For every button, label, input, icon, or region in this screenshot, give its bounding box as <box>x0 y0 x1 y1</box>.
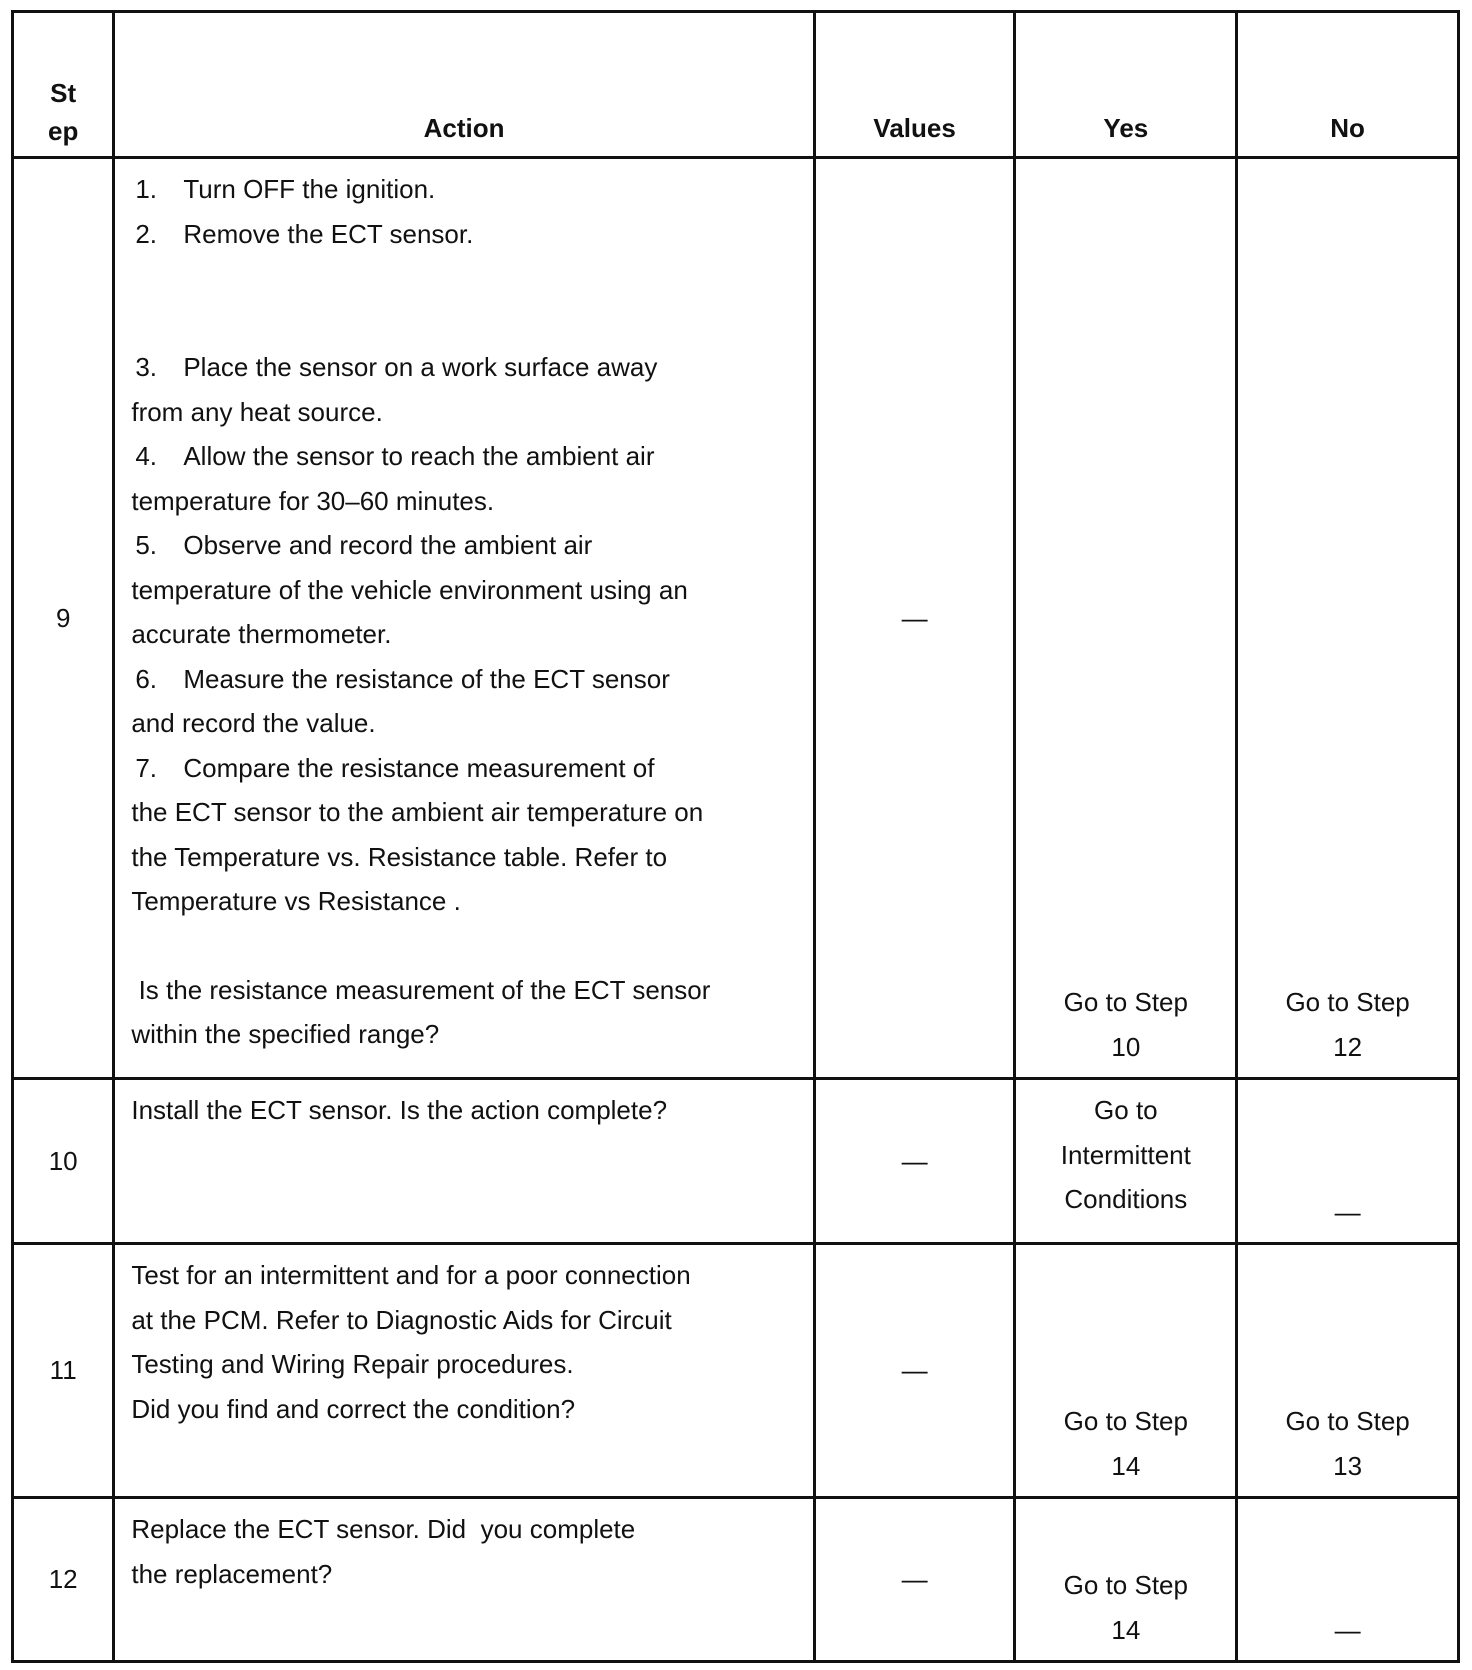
values-dash: — <box>901 1355 928 1386</box>
no-goto-step: 12 <box>1333 1031 1363 1062</box>
action-line-4: Did you find and correct the condition? <box>131 1393 576 1424</box>
yes-goto-label: Go to Step <box>1063 1406 1188 1436</box>
table-row-step-9 <box>13 158 1459 1079</box>
action-item-1: 1. Turn OFF the ignition. <box>135 174 436 204</box>
no-cell <box>1237 1244 1459 1498</box>
action-item-3-cont: from any heat source. <box>131 396 383 427</box>
action-item-4-cont: temperature for 30–60 minutes. <box>131 485 495 516</box>
action-item-5-cont-2: accurate thermometer. <box>131 619 392 649</box>
yes-goto-label: Go to Step <box>1063 987 1188 1017</box>
step-number: 9 <box>13 158 114 1079</box>
action-item-7-cont-1: the ECT sensor to the ambient air temperature on <box>131 797 704 827</box>
action-item-5-cont-1: temperature of the vehicle environment using an <box>131 574 688 605</box>
header-yes: Yes <box>1015 12 1237 158</box>
no-cell <box>1237 1498 1459 1662</box>
values-cell <box>814 1244 1015 1498</box>
diagnostic-table <box>11 10 1460 1663</box>
yes-goto-step: 14 <box>1111 1614 1141 1645</box>
action-item-3: 3. Place the sensor on a work surface away <box>135 352 658 382</box>
action-item-7-cont-2: the Temperature vs. Resistance table. Refer to <box>131 841 668 872</box>
action-item-6-cont: and record the value. <box>131 708 376 738</box>
yes-cell <box>1015 1244 1237 1498</box>
step-number: 10 <box>13 1079 114 1244</box>
action-item-7-cont-3: Temperature vs Resistance . <box>131 886 461 916</box>
yes-goto-label: Go to <box>1094 1095 1158 1125</box>
action-cell <box>114 1244 814 1498</box>
values-dash: — <box>901 1145 928 1176</box>
header-step-line2: ep <box>48 116 79 146</box>
yes-cell <box>1015 158 1237 1079</box>
action-line-2: the replacement? <box>131 1558 333 1589</box>
action-cell <box>114 158 814 1079</box>
step-number: 11 <box>13 1244 114 1498</box>
values-cell <box>814 158 1015 1079</box>
action-item-4: 4. Allow the sensor to reach the ambient air <box>135 441 655 471</box>
question-line-1: Is the resistance measurement of the ECT sensor <box>131 974 711 1005</box>
no-cell <box>1237 1079 1459 1244</box>
table-row-step-12 <box>13 1498 1459 1662</box>
header-no: No <box>1237 12 1459 158</box>
no-cell <box>1237 158 1459 1079</box>
no-dash: — <box>1334 1196 1361 1227</box>
values-dash: — <box>901 602 928 633</box>
action-item-7: 7. Compare the resistance measurement of <box>135 752 655 783</box>
action-line-3: Testing and Wiring Repair procedures. <box>131 1349 574 1379</box>
header-step-line1: St <box>50 78 77 108</box>
yes-goto-step: 14 <box>1111 1450 1141 1481</box>
values-dash: — <box>901 1564 928 1595</box>
yes-cell <box>1015 1498 1237 1662</box>
action-item-2: 2. Remove the ECT sensor. <box>135 218 474 249</box>
action-line-1: Replace the ECT sensor. Did you complete <box>131 1514 636 1544</box>
yes-goto-target-2: Conditions <box>1064 1184 1188 1214</box>
action-line-2: at the PCM. Refer to Diagnostic Aids for Circuit <box>131 1304 672 1335</box>
header-row <box>13 12 1459 158</box>
yes-goto-step: 10 <box>1111 1031 1141 1062</box>
no-goto-step: 13 <box>1333 1450 1363 1481</box>
action-item-6: 6. Measure the resistance of the ECT sensor <box>135 663 670 694</box>
question-line-2: within the specified range? <box>131 1019 440 1049</box>
yes-goto-target-1: Intermittent <box>1060 1139 1191 1170</box>
values-cell <box>814 1079 1015 1244</box>
no-goto-label: Go to Step <box>1285 1406 1410 1436</box>
header-step <box>13 12 114 158</box>
action-line-1: Install the ECT sensor. Is the action complete? <box>131 1095 668 1125</box>
table-row-step-10 <box>13 1079 1459 1244</box>
no-goto-label: Go to Step <box>1285 987 1410 1017</box>
values-cell <box>814 1498 1015 1662</box>
action-cell <box>114 1079 814 1244</box>
header-action: Action <box>114 12 814 158</box>
no-dash: — <box>1334 1614 1361 1645</box>
yes-goto-label: Go to Step <box>1063 1570 1188 1600</box>
step-number: 12 <box>13 1498 114 1662</box>
table-row-step-11 <box>13 1244 1459 1498</box>
action-item-5: 5. Observe and record the ambient air <box>135 530 593 560</box>
action-cell <box>114 1498 814 1662</box>
header-values: Values <box>814 12 1015 158</box>
action-line-1: Test for an intermittent and for a poor connection <box>131 1260 691 1290</box>
yes-cell <box>1015 1079 1237 1244</box>
